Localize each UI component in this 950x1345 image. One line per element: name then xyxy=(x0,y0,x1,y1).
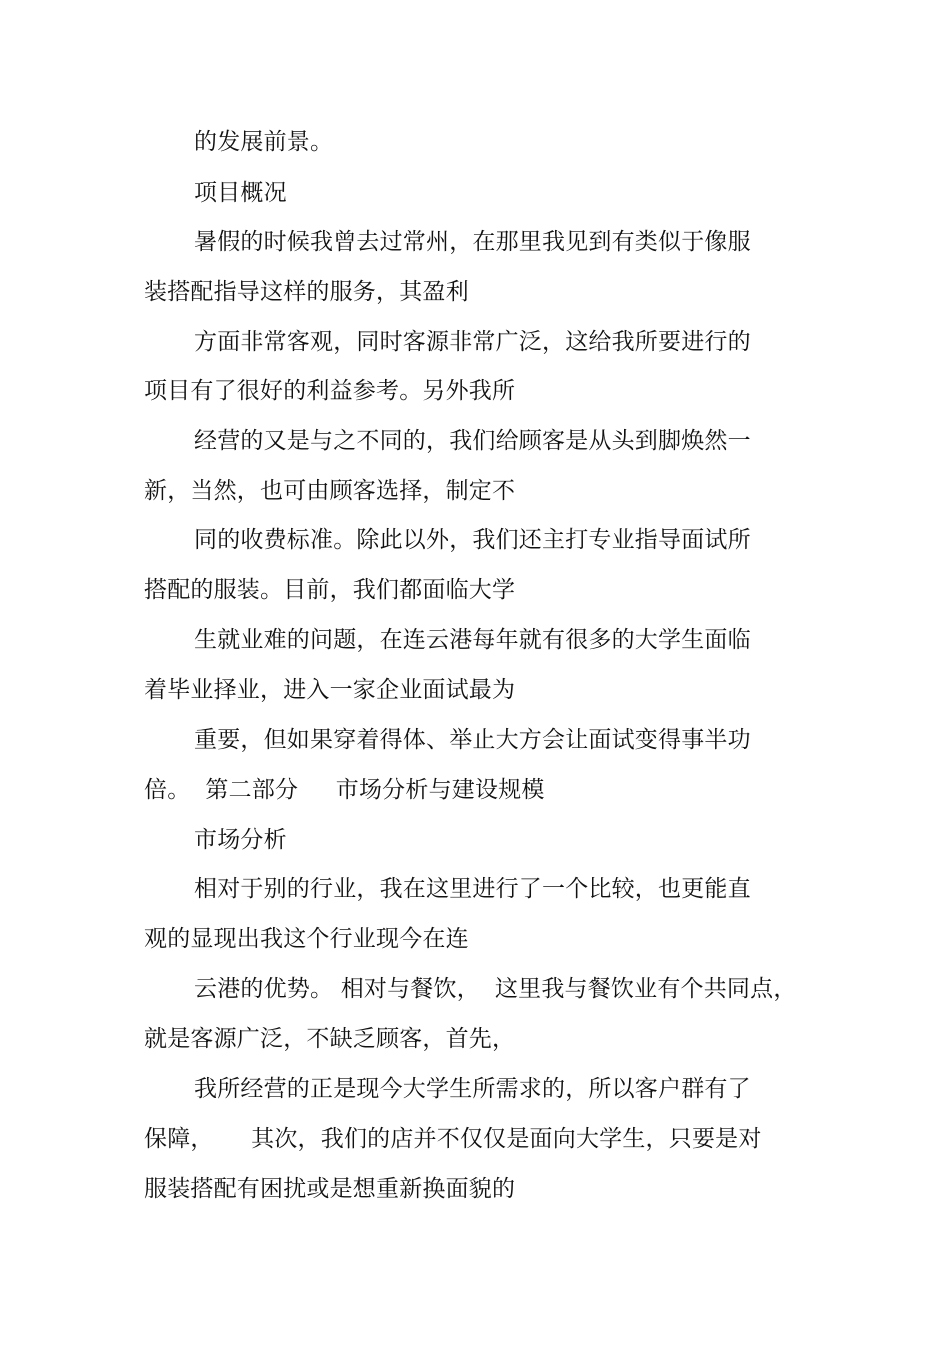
text-line: 就是客源广泛，不缺乏顾客，首先， xyxy=(144,1026,516,1052)
text-line: 装搭配指导这样的服务，其盈利 xyxy=(144,279,469,305)
text-line: 观的显现出我这个行业现今在连 xyxy=(144,926,469,952)
text-line: 我所经营的正是现今大学生所需求的，所以客户群有了 xyxy=(194,1076,751,1102)
text-line: 新，当然，也可由顾客选择，制定不 xyxy=(144,478,516,504)
text-line: 生就业难的问题，在连云港每年就有很多的大学生面临 xyxy=(194,627,751,653)
text-line: 相对于别的行业，我在这里进行了一个比较，也更能直 xyxy=(194,876,751,902)
text-line: 的发展前景。 xyxy=(194,129,334,155)
text-line: 同的收费标准。除此以外，我们还主打专业指导面试所 xyxy=(194,527,751,553)
section-heading: 项目概况 xyxy=(194,180,287,206)
text-line-with-part-heading: 倍。 第二部分 市场分析与建设规模 xyxy=(144,777,545,803)
text-line: 云港的优势。 相对与餐饮， 这里我与餐饮业有个共同点， xyxy=(194,976,797,1002)
text-line: 着毕业择业，进入一家企业面试最为 xyxy=(144,677,516,703)
text-line: 服装搭配有困扰或是想重新换面貌的 xyxy=(144,1176,516,1202)
text-line: 项目有了很好的利益参考。另外我所 xyxy=(144,378,516,404)
text-line: 保障， 其次，我们的店并不仅仅是面向大学生，只要是对 xyxy=(144,1126,762,1152)
text-line: 方面非常客观，同时客源非常广泛，这给我所要进行的 xyxy=(194,329,751,355)
section-heading: 市场分析 xyxy=(194,827,287,853)
text-line: 重要，但如果穿着得体、举止大方会让面试变得事半功 xyxy=(194,727,751,753)
text-line: 暑假的时候我曾去过常州，在那里我见到有类似于像服 xyxy=(194,229,751,255)
text-line: 经营的又是与之不同的，我们给顾客是从头到脚焕然一 xyxy=(194,428,751,454)
text-line: 搭配的服装。目前，我们都面临大学 xyxy=(144,577,516,603)
